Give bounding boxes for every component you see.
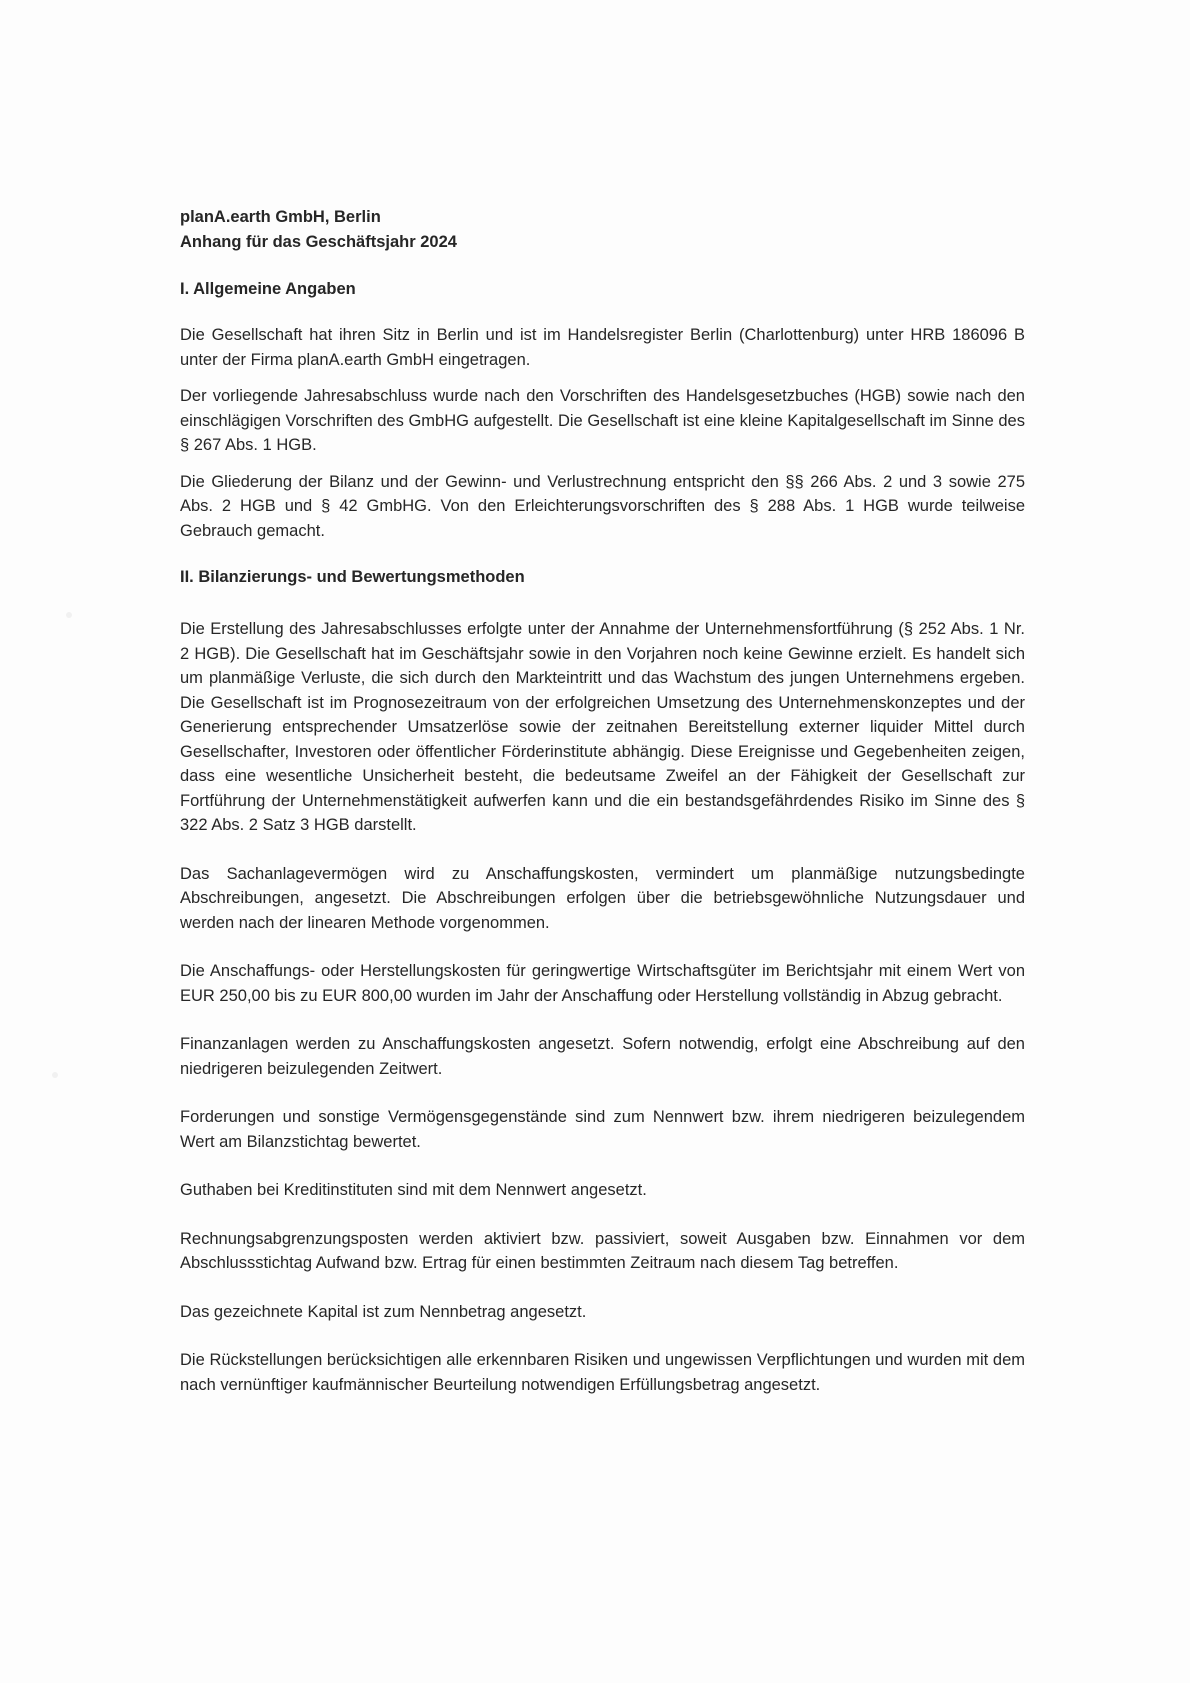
section-2-paragraph: Das gezeichnete Kapital ist zum Nennbetrag angesetzt. — [180, 1302, 587, 1321]
section-2-title: II. Bilanzierungs- und Bewertungsmethoden — [180, 568, 525, 586]
scan-speck — [66, 612, 72, 618]
scan-speck — [52, 1072, 58, 1078]
section-2-paragraph: Das Sachanlagevermögen wird zu Anschaffungskosten, vermindert um planmäßige nutzungsbedingte Abschreibungen, angesetzt. Die Abschreibungen erfolgen über die betriebsgewöhnliche Nutzungsdauer und werden nach der linearen Methode vorgenommen. — [180, 864, 1025, 932]
section-1-paragraph: Die Gesellschaft hat ihren Sitz in Berlin und ist im Handelsregister Berlin (Charlottenburg) unter HRB 186096 B unter der Firma planA.earth GmbH eingetragen. — [180, 326, 1025, 369]
section-2-paragraph: Finanzanlagen werden zu Anschaffungskosten angesetzt. Sofern notwendig, erfolgt eine Abschreibung auf den niedrigeren beizulegenden Zeitwert. — [180, 1035, 1025, 1078]
section-1-paragraph: Die Gliederung der Bilanz und der Gewinn- und Verlustrechnung entspricht den §§ 266 Abs. 2 und 3 sowie 275 Abs. 2 HGB und § 42 GmbHG. Von den Erleichterungsvorschriften des § 288 Abs. 1 HGB wurde teilweise Gebrauch gemacht. — [180, 472, 1025, 540]
document-title: Anhang für das Geschäftsjahr 2024 — [180, 233, 457, 251]
section-2-paragraph: Die Rückstellungen berücksichtigen alle erkennbaren Risiken und ungewissen Verpflichtungen und wurden mit dem nach vernünftiger kaufmännischer Beurteilung notwendigen Erfüllungsbetrag angesetzt. — [180, 1351, 1025, 1394]
section-1-paragraph: Der vorliegende Jahresabschluss wurde nach den Vorschriften des Handelsgesetzbuches (HGB) sowie nach den einschlägigen Vorschriften des GmbHG aufgestellt. Die Gesellschaft ist eine kleine Kapitalgesellschaft im Sinne des § 267 Abs. 1 HGB. — [180, 387, 1025, 454]
section-2-paragraph: Guthaben bei Kreditinstituten sind mit dem Nennwert angesetzt. — [180, 1181, 647, 1199]
section-2-paragraph: Rechnungsabgrenzungsposten werden aktiviert bzw. passiviert, soweit Ausgaben bzw. Einnahmen vor dem Abschlussstichtag Aufwand bzw. Ertrag für einen bestimmten Zeitraum nach diesem Tag betreffen. — [180, 1229, 1025, 1272]
section-1-title: I. Allgemeine Angaben — [180, 280, 356, 298]
company-name: planA.earth GmbH, Berlin — [180, 208, 381, 226]
document-body — [180, 205, 1025, 1397]
section-2-paragraph: Die Erstellung des Jahresabschlusses erfolgte unter der Annahme der Unternehmensfortführung (§ 252 Abs. 1 Nr. 2 HGB). Die Gesellschaft hat im Geschäftsjahr sowie in den Vorjahren noch keine Gewinne erzielt. Es handelt sich um planmäßige Verluste, die sich durch den Markteintritt und das Wachstum des jungen Unternehmens ergeben. Die Gesellschaft ist im Prognosezeitraum von der erfolgreichen Umsetzung des Unternehmenskonzeptes und der Generierung entsprechender Umsatzerlöse sowie der zeitnahen Bereitstellung externer liquider Mittel durch Gesellschafter, Investoren oder öffentlicher Förderinstitute abhängig. Diese Ereignisse und Gegebenheiten zeigen, dass eine wesentliche Unsicherheit besteht, die bedeutsame Zweifel an der Fähigkeit der Gesellschaft zur Fortführung der Unternehmenstätigkeit aufwerfen kann und die ein bestandsgefährdendes Risiko im Sinne des § 322 Abs. 2 Satz 3 HGB darstellt. — [180, 620, 1025, 834]
section-2-paragraph: Forderungen und sonstige Vermögensgegenstände sind zum Nennwert bzw. ihrem niedrigeren beizulegendem Wert am Bilanzstichtag bewertet. — [180, 1108, 1025, 1151]
section-2-paragraph: Die Anschaffungs- oder Herstellungskosten für geringwertige Wirtschaftsgüter im Berichtsjahr mit einem Wert von EUR 250,00 bis zu EUR 800,00 wurden im Jahr der Anschaffung oder Herstellung vollständig in Abzug gebracht. — [180, 962, 1025, 1005]
